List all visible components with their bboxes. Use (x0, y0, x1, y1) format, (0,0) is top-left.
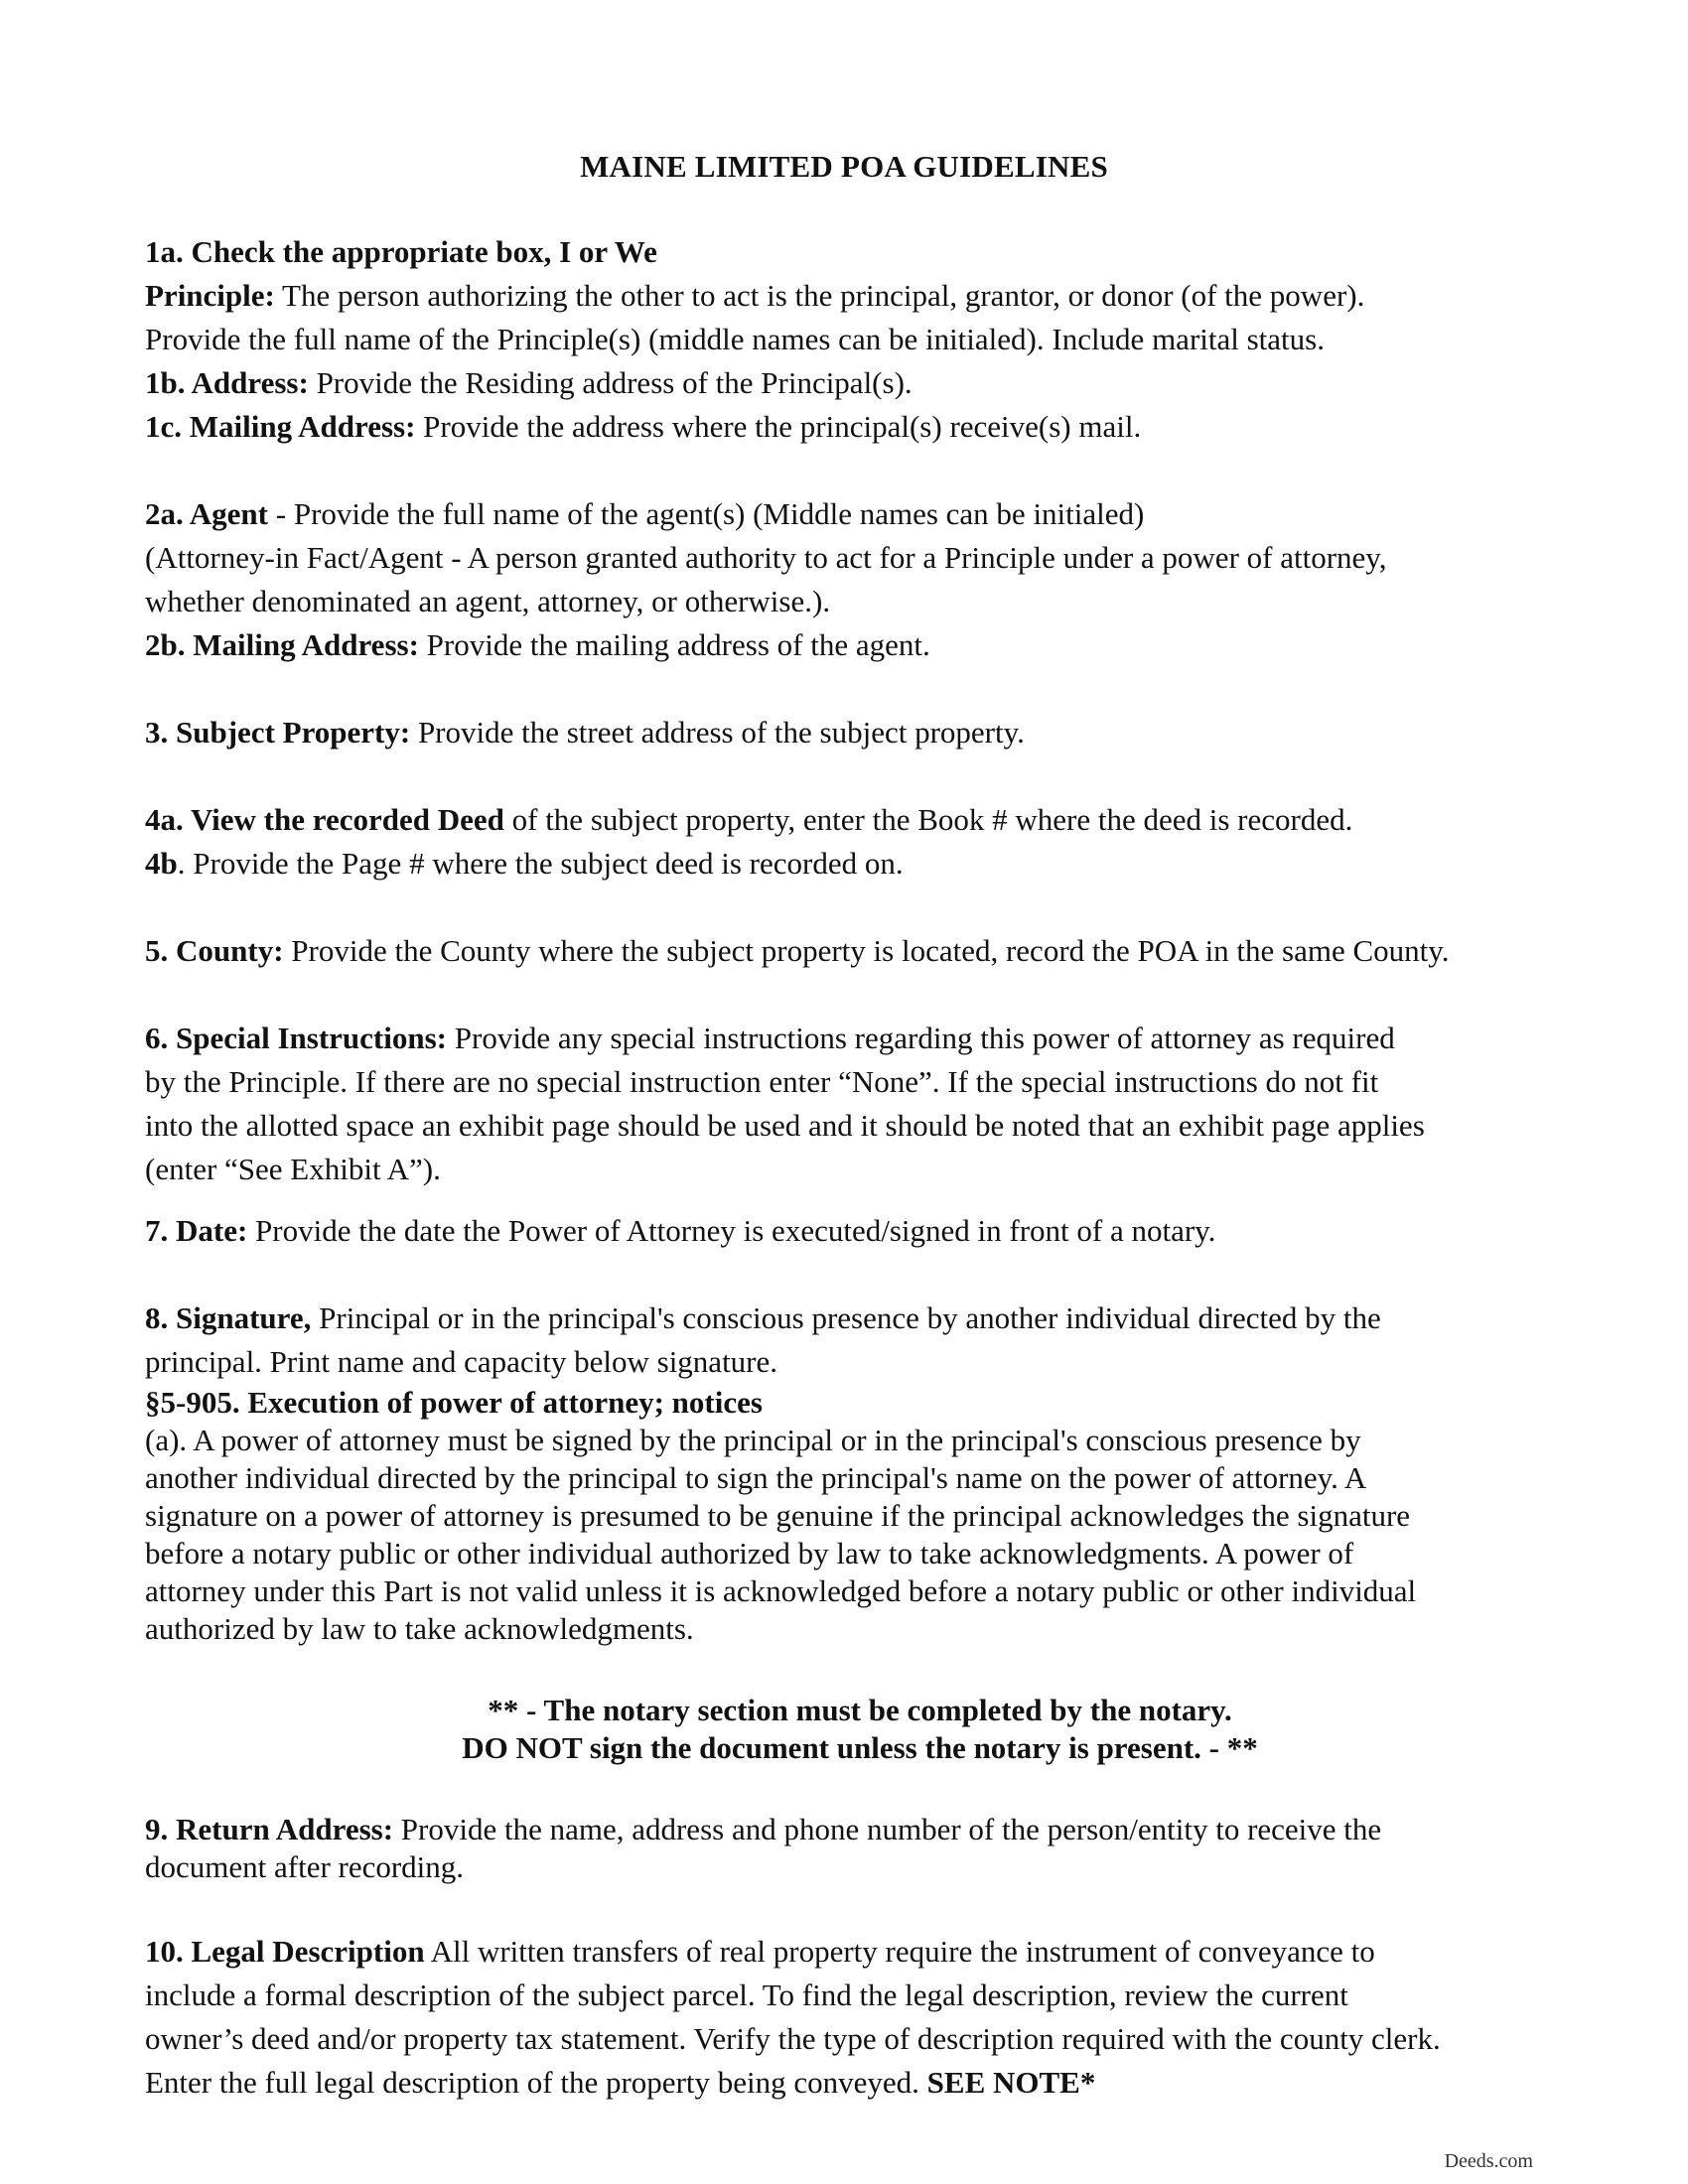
section-4a (145, 798, 1575, 842)
notary-notice-line1: ** - The notary section must be completed by the notary. (488, 1693, 1232, 1727)
statute-line: (a). A power of attorney must be signed by the principal or in the principal's conscious presence by (145, 1423, 1361, 1457)
section-4b (145, 842, 1575, 886)
section-4a-text: of the subject property, enter the Book # where the deed is recorded. (503, 802, 1353, 837)
spacer (145, 886, 1575, 929)
section-4b-label: 4b (145, 846, 178, 881)
section-9-line2: document after recording. (145, 1849, 465, 1884)
statute-line: before a notary public or other individual authorized by law to take acknowledgments. A power of (145, 1536, 1354, 1570)
section-6-text: Provide any special instructions regarding this power of attorney as required (447, 1021, 1395, 1055)
section-10-label: 10. Legal Description (145, 1934, 425, 1969)
see-note: SEE NOTE* (926, 2065, 1096, 2100)
section-principle (145, 274, 1575, 318)
section-4a-label: 4a. View the recorded Deed (145, 802, 504, 837)
statute-heading: §5-905. Execution of power of attorney; notices (145, 1385, 763, 1420)
section-6 (145, 1017, 1575, 1060)
section-7 (145, 1209, 1575, 1253)
section-9-label: 9. Return Address: (145, 1812, 394, 1846)
section-10 (145, 1930, 1575, 1974)
section-1a-heading: 1a. Check the appropriate box, I or We (145, 234, 657, 269)
section-7-text: Provide the date the Power of Attorney is executed/signed in front of a notary. (247, 1213, 1216, 1248)
statute-line: another individual directed by the principal to sign the principal's name on the power of attorney. A (145, 1460, 1367, 1495)
statute-block (145, 1384, 1575, 1648)
section-8-line2: principal. Print name and capacity below signature. (145, 1344, 778, 1379)
section-9-block (145, 1811, 1575, 1886)
section-9 (145, 1811, 1575, 1848)
section-1b-text: Provide the Residing address of the Principal(s). (308, 365, 913, 400)
section-2a-line2: (Attorney-in Fact/Agent - A person granted authority to act for a Principle under a power of attorney, (145, 540, 1387, 575)
section-2a (145, 492, 1575, 536)
section-2a-label: 2a. Agent (145, 496, 268, 531)
section-5-label: 5. County: (145, 933, 284, 968)
spacer (145, 667, 1575, 711)
section-1b (145, 361, 1575, 405)
principle-text: The person authorizing the other to act is the principal, grantor, or donor (of the power). (274, 278, 1365, 313)
principle-label: Principle: (145, 278, 275, 313)
spacer (145, 1191, 1575, 1209)
section-5 (145, 929, 1575, 973)
section-8-label: 8. Signature, (145, 1300, 312, 1335)
section-1c-text: Provide the address where the principal(s) receive(s) mail. (415, 409, 1142, 444)
principle-text-line2: Provide the full name of the Principle(s) (middle names can be initialed). Include marital status. (145, 322, 1325, 356)
page-title: MAINE LIMITED POA GUIDELINES (580, 149, 1108, 184)
statute-line: authorized by law to take acknowledgments. (145, 1611, 694, 1646)
section-9-text: Provide the name, address and phone number of the person/entity to receive the (393, 1812, 1382, 1846)
section-5-text: Provide the County where the subject property is located, record the POA in the same County. (283, 933, 1450, 968)
section-1b-label: 1b. Address: (145, 365, 309, 400)
section-2a-line3: whether denominated an agent, attorney, or otherwise.). (145, 584, 831, 618)
section-2b-label: 2b. Mailing Address: (145, 627, 419, 662)
section-1c-label: 1c. Mailing Address: (145, 409, 416, 444)
spacer (145, 754, 1575, 798)
footer-brand: Deeds.com (1444, 2150, 1533, 2172)
section-4b-text: . Provide the Page # where the subject deed is recorded on. (177, 846, 904, 881)
notary-notice (145, 1692, 1575, 1767)
section-3 (145, 711, 1575, 754)
statute-line: attorney under this Part is not valid unless it is acknowledged before a notary public or other individual (145, 1573, 1417, 1608)
statute-line: signature on a power of attorney is presumed to be genuine if the principal acknowledges the signature (145, 1498, 1411, 1533)
section-1c (145, 405, 1575, 449)
notary-notice-line2: DO NOT sign the document unless the notary is present. - ** (462, 1730, 1258, 1765)
section-10-line2: include a formal description of the subject parcel. To find the legal description, review the current (145, 1978, 1348, 2012)
spacer (145, 449, 1575, 492)
section-2b (145, 623, 1575, 667)
spacer (145, 1253, 1575, 1297)
section-2a-text: - Provide the full name of the agent(s) (Middle names can be initialed) (268, 496, 1145, 531)
spacer (145, 973, 1575, 1017)
section-10-line3: owner’s deed and/or property tax statement. Verify the type of description required with the county clerk. (145, 2021, 1441, 2056)
spacer (145, 1648, 1575, 1692)
section-3-label: 3. Subject Property: (145, 715, 411, 750)
section-2b-text: Provide the mailing address of the agent. (418, 627, 930, 662)
spacer (145, 1886, 1575, 1930)
section-6-label: 6. Special Instructions: (145, 1021, 447, 1055)
guidelines-body (145, 230, 1575, 2105)
section-6-line4: (enter “See Exhibit A”). (145, 1152, 441, 1186)
section-6-line2: by the Principle. If there are no special instruction enter “None”. If the special instructions do not fit (145, 1064, 1379, 1099)
spacer (145, 1767, 1575, 1811)
section-3-text: Provide the street address of the subject property. (410, 715, 1025, 750)
section-10-line4 (145, 2061, 1575, 2105)
section-10-line4-text: Enter the full legal description of the property being conveyed. (145, 2065, 927, 2100)
section-7-label: 7. Date: (145, 1213, 248, 1248)
section-6-line3: into the allotted space an exhibit page should be used and it should be noted that an exhibit page applies (145, 1108, 1425, 1143)
section-8 (145, 1297, 1575, 1340)
section-8-text: Principal or in the principal's conscious presence by another individual directed by the (311, 1300, 1381, 1335)
section-10-text: All written transfers of real property require the instrument of conveyance to (424, 1934, 1375, 1969)
